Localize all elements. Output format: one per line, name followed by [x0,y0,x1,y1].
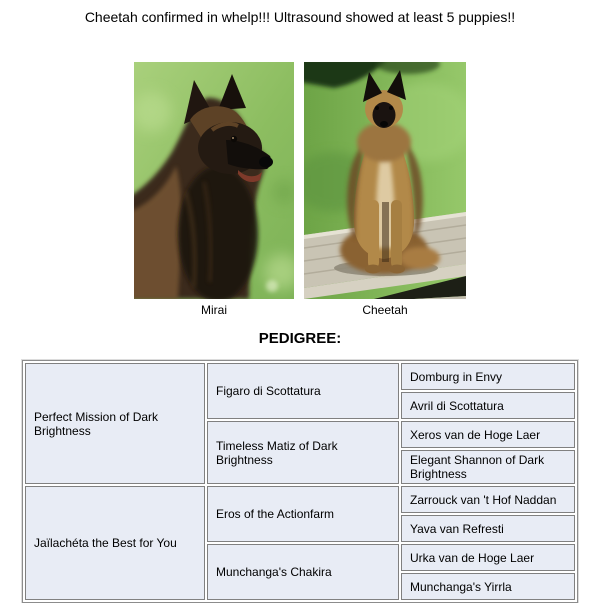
pedigree-cell-grandparent: Figaro di Scottatura [207,363,399,419]
pedigree-cell-grandparent: Timeless Matiz of Dark Brightness [207,421,399,484]
photo-caption-cheetah: Cheetah [362,303,408,317]
pedigree-heading: PEDIGREE: [258,330,342,347]
photo-cheetah [304,62,466,317]
photo-row [0,62,600,317]
pedigree-cell-dam: Jaïlachéta the Best for You [25,486,205,600]
pedigree-cell-greatgrandparent: Avril di Scottatura [401,392,575,419]
photo-mirai [134,62,294,317]
pedigree-cell-greatgrandparent: Munchanga's Yirrla [401,573,575,600]
pedigree-cell-grandparent: Munchanga's Chakira [207,544,399,600]
cheetah-photo [304,62,466,299]
pedigree-cell-greatgrandparent: Zarrouck van 't Hof Naddan [401,486,575,513]
pedigree-cell-greatgrandparent: Domburg in Envy [401,363,575,390]
page-title: Cheetah confirmed in whelp!!! Ultrasound showed at least 5 puppies!! [84,9,516,25]
mirai-photo [134,62,294,299]
pedigree-cell-sire: Perfect Mission of Dark Brightness [25,363,205,484]
pedigree-table [22,360,578,603]
pedigree-cell-greatgrandparent: Xeros van de Hoge Laer [401,421,575,448]
pedigree-cell-grandparent: Eros of the Actionfarm [207,486,399,542]
pedigree-cell-greatgrandparent: Urka van de Hoge Laer [401,544,575,571]
pedigree-cell-greatgrandparent: Yava van Refresti [401,515,575,542]
photo-caption-mirai: Mirai [201,303,227,317]
pedigree-cell-greatgrandparent: Elegant Shannon of Dark Brightness [401,450,575,484]
